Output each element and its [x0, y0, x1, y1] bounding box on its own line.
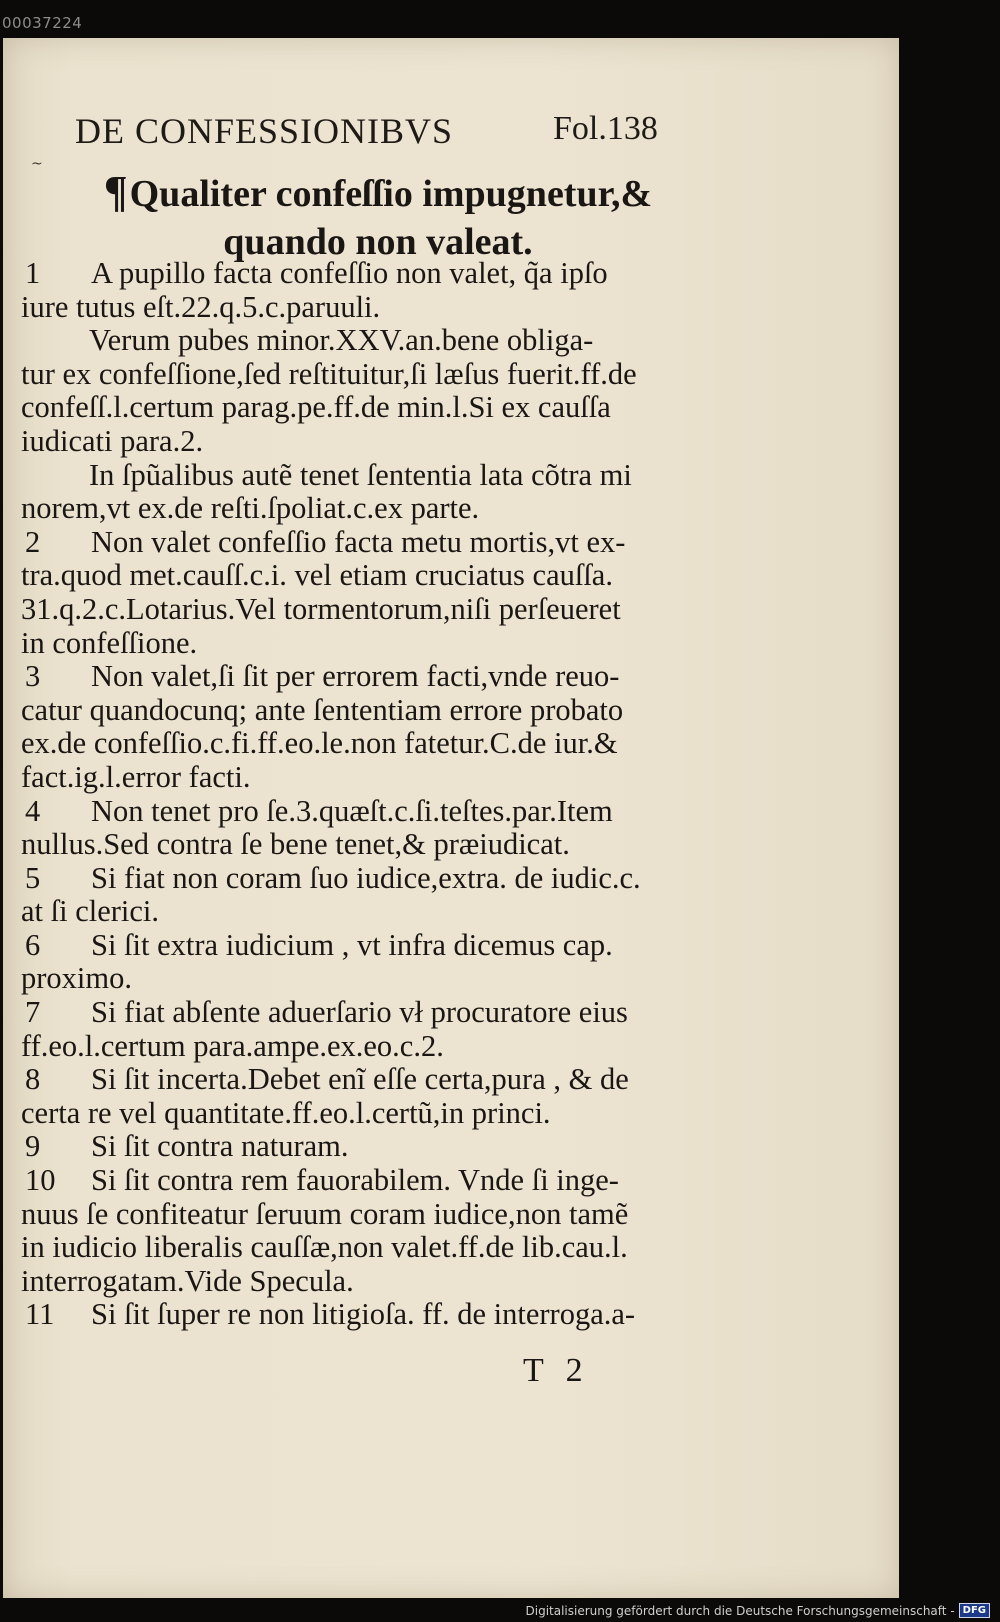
line-text: confeſſ.l.certum parag.pe.ff.de min.l.Si ex cauſſa [21, 391, 611, 425]
line-text: nuus ſe confiteatur ſeruum coram iudice,non tamẽ [21, 1197, 629, 1231]
text-line [21, 996, 691, 1030]
text-line [21, 1130, 691, 1164]
text-line [21, 492, 691, 526]
line-text: 31.q.2.c.Lotarius.Vel tormentorum,niſi perſeueret [21, 592, 621, 626]
paragraph-number: 4 [25, 794, 41, 828]
text-line [21, 593, 691, 627]
line-text: interrogatam.Vide Specula. [21, 1264, 354, 1298]
paragraph-number: 6 [25, 928, 41, 962]
line-text: at ſi clerici. [21, 895, 160, 929]
line-text: Si ſit ſuper re non litigioſa. ff. de interroga.a- [91, 1298, 636, 1332]
scan-id-label: 00037224 [2, 14, 83, 32]
text-line [21, 895, 691, 929]
line-text: Si ſit incerta.Debet enĩ eſſe certa,pura , & de [91, 1063, 629, 1097]
paragraph-number: 11 [25, 1298, 55, 1332]
text-line [21, 459, 691, 493]
line-text: Non valet,ſi ſit per errorem facti,vnde reuo- [91, 660, 620, 694]
folio-number: Fol.138 [553, 110, 658, 147]
section-heading [83, 168, 673, 266]
text-line [21, 1164, 691, 1198]
text-line [21, 391, 691, 425]
heading-line-2: quando non valeat. [223, 221, 533, 263]
line-text: In ſpũalibus autẽ tenet ſententia lata cõtra mi [89, 458, 632, 492]
paragraph-number: 2 [25, 525, 41, 559]
text-line [21, 291, 691, 325]
text-line [21, 257, 691, 291]
paragraph-number: 3 [25, 660, 41, 694]
line-text: Non tenet pro ſe.3.quæſt.c.ſi.teſtes.par.Item [91, 794, 613, 828]
line-text: Si ſit contra rem fauorabilem. Vnde ſi inge- [91, 1164, 619, 1198]
dfg-logo-icon: DFG [959, 1603, 990, 1618]
text-line [21, 1298, 691, 1332]
text-line [21, 1198, 691, 1232]
paragraph-number: 5 [25, 861, 41, 895]
line-text: iure tutus eſt.22.q.5.c.paruuli. [21, 290, 381, 324]
paragraph-number: 9 [25, 1130, 41, 1164]
text-line [21, 795, 691, 829]
text-line [21, 1097, 691, 1131]
signature-mark: T 2 [523, 1352, 583, 1389]
text-line [21, 694, 691, 728]
paragraph-number: 7 [25, 996, 41, 1030]
text-line [21, 962, 691, 996]
text-line [21, 660, 691, 694]
text-line [21, 1231, 691, 1265]
line-text: Si ſit contra naturam. [91, 1130, 349, 1164]
text-line [21, 627, 691, 661]
line-text: Si fiat non coram ſuo iudice,extra. de iudic.c. [91, 861, 641, 895]
text-line [21, 559, 691, 593]
line-text: ff.eo.l.certum para.ampe.ex.eo.c.2. [21, 1029, 444, 1063]
line-text: ex.de confeſſio.c.fi.ff.eo.le.non fatetur.C.de iur.& [21, 727, 618, 761]
heading-line-1 [83, 168, 673, 218]
text-line [21, 324, 691, 358]
book-page [3, 38, 899, 1598]
line-text: tra.quod met.cauſſ.c.i. vel etiam cruciatus cauſſa. [21, 559, 613, 593]
line-text: iudicati para.2. [21, 424, 204, 458]
line-text: Non valet confeſſio facta metu mortis,vt ex- [91, 525, 626, 559]
text-line [21, 425, 691, 459]
line-text: proximo. [21, 962, 132, 996]
line-text: nullus.Sed contra ſe bene tenet,& præiudicat. [21, 828, 570, 862]
line-text: A pupillo facta confeſſio non valet, q̃a ipſo [91, 257, 608, 290]
text-line [21, 526, 691, 560]
line-text: tur ex confeſſione,ſed reſtituitur,ſi læſus fuerit.ff.de [21, 357, 637, 391]
text-line [21, 929, 691, 963]
line-text: norem,vt ex.de reſti.ſpoliat.c.ex parte. [21, 492, 480, 526]
paragraph-number: 10 [25, 1164, 56, 1198]
text-line [21, 727, 691, 761]
line-text: Verum pubes minor.XXV.an.bene obliga- [89, 324, 594, 358]
text-line [21, 1063, 691, 1097]
pilcrow-icon: ¶ [103, 167, 128, 216]
text-line [21, 761, 691, 795]
line-text: catur quandocunq; ante ſententiam errore probato [21, 693, 624, 727]
paragraph-number: 1 [25, 257, 41, 290]
running-head: DE CONFESSIONIBVS [75, 111, 454, 151]
text-line [21, 1030, 691, 1064]
line-text: certa re vel quantitate.ff.eo.l.certũ,in princi. [21, 1096, 551, 1130]
line-text: in iudicio liberalis cauſſæ,non valet.ff.de lib.cau.l. [21, 1231, 628, 1265]
paragraph-number: 8 [25, 1063, 41, 1097]
body-text [21, 257, 691, 1332]
line-text: in confeſſione. [21, 626, 198, 660]
text-line [21, 828, 691, 862]
line-text: Si fiat abſente aduerſario vł procuratore eius [91, 996, 628, 1030]
footer-credit [526, 1603, 991, 1618]
line-text: fact.ig.l.error facti. [21, 760, 251, 794]
text-line [21, 358, 691, 392]
margin-mark: ~ [31, 156, 43, 172]
footer-text: Digitalisierung gefördert durch die Deutsche Forschungsgemeinschaft - [525, 1603, 955, 1618]
text-line [21, 1265, 691, 1299]
text-line [21, 862, 691, 896]
heading-line-1-text: Qualiter confeſſio impugnetur,& [129, 173, 653, 215]
line-text: Si ſit extra iudicium , vt infra dicemus cap. [91, 928, 613, 962]
